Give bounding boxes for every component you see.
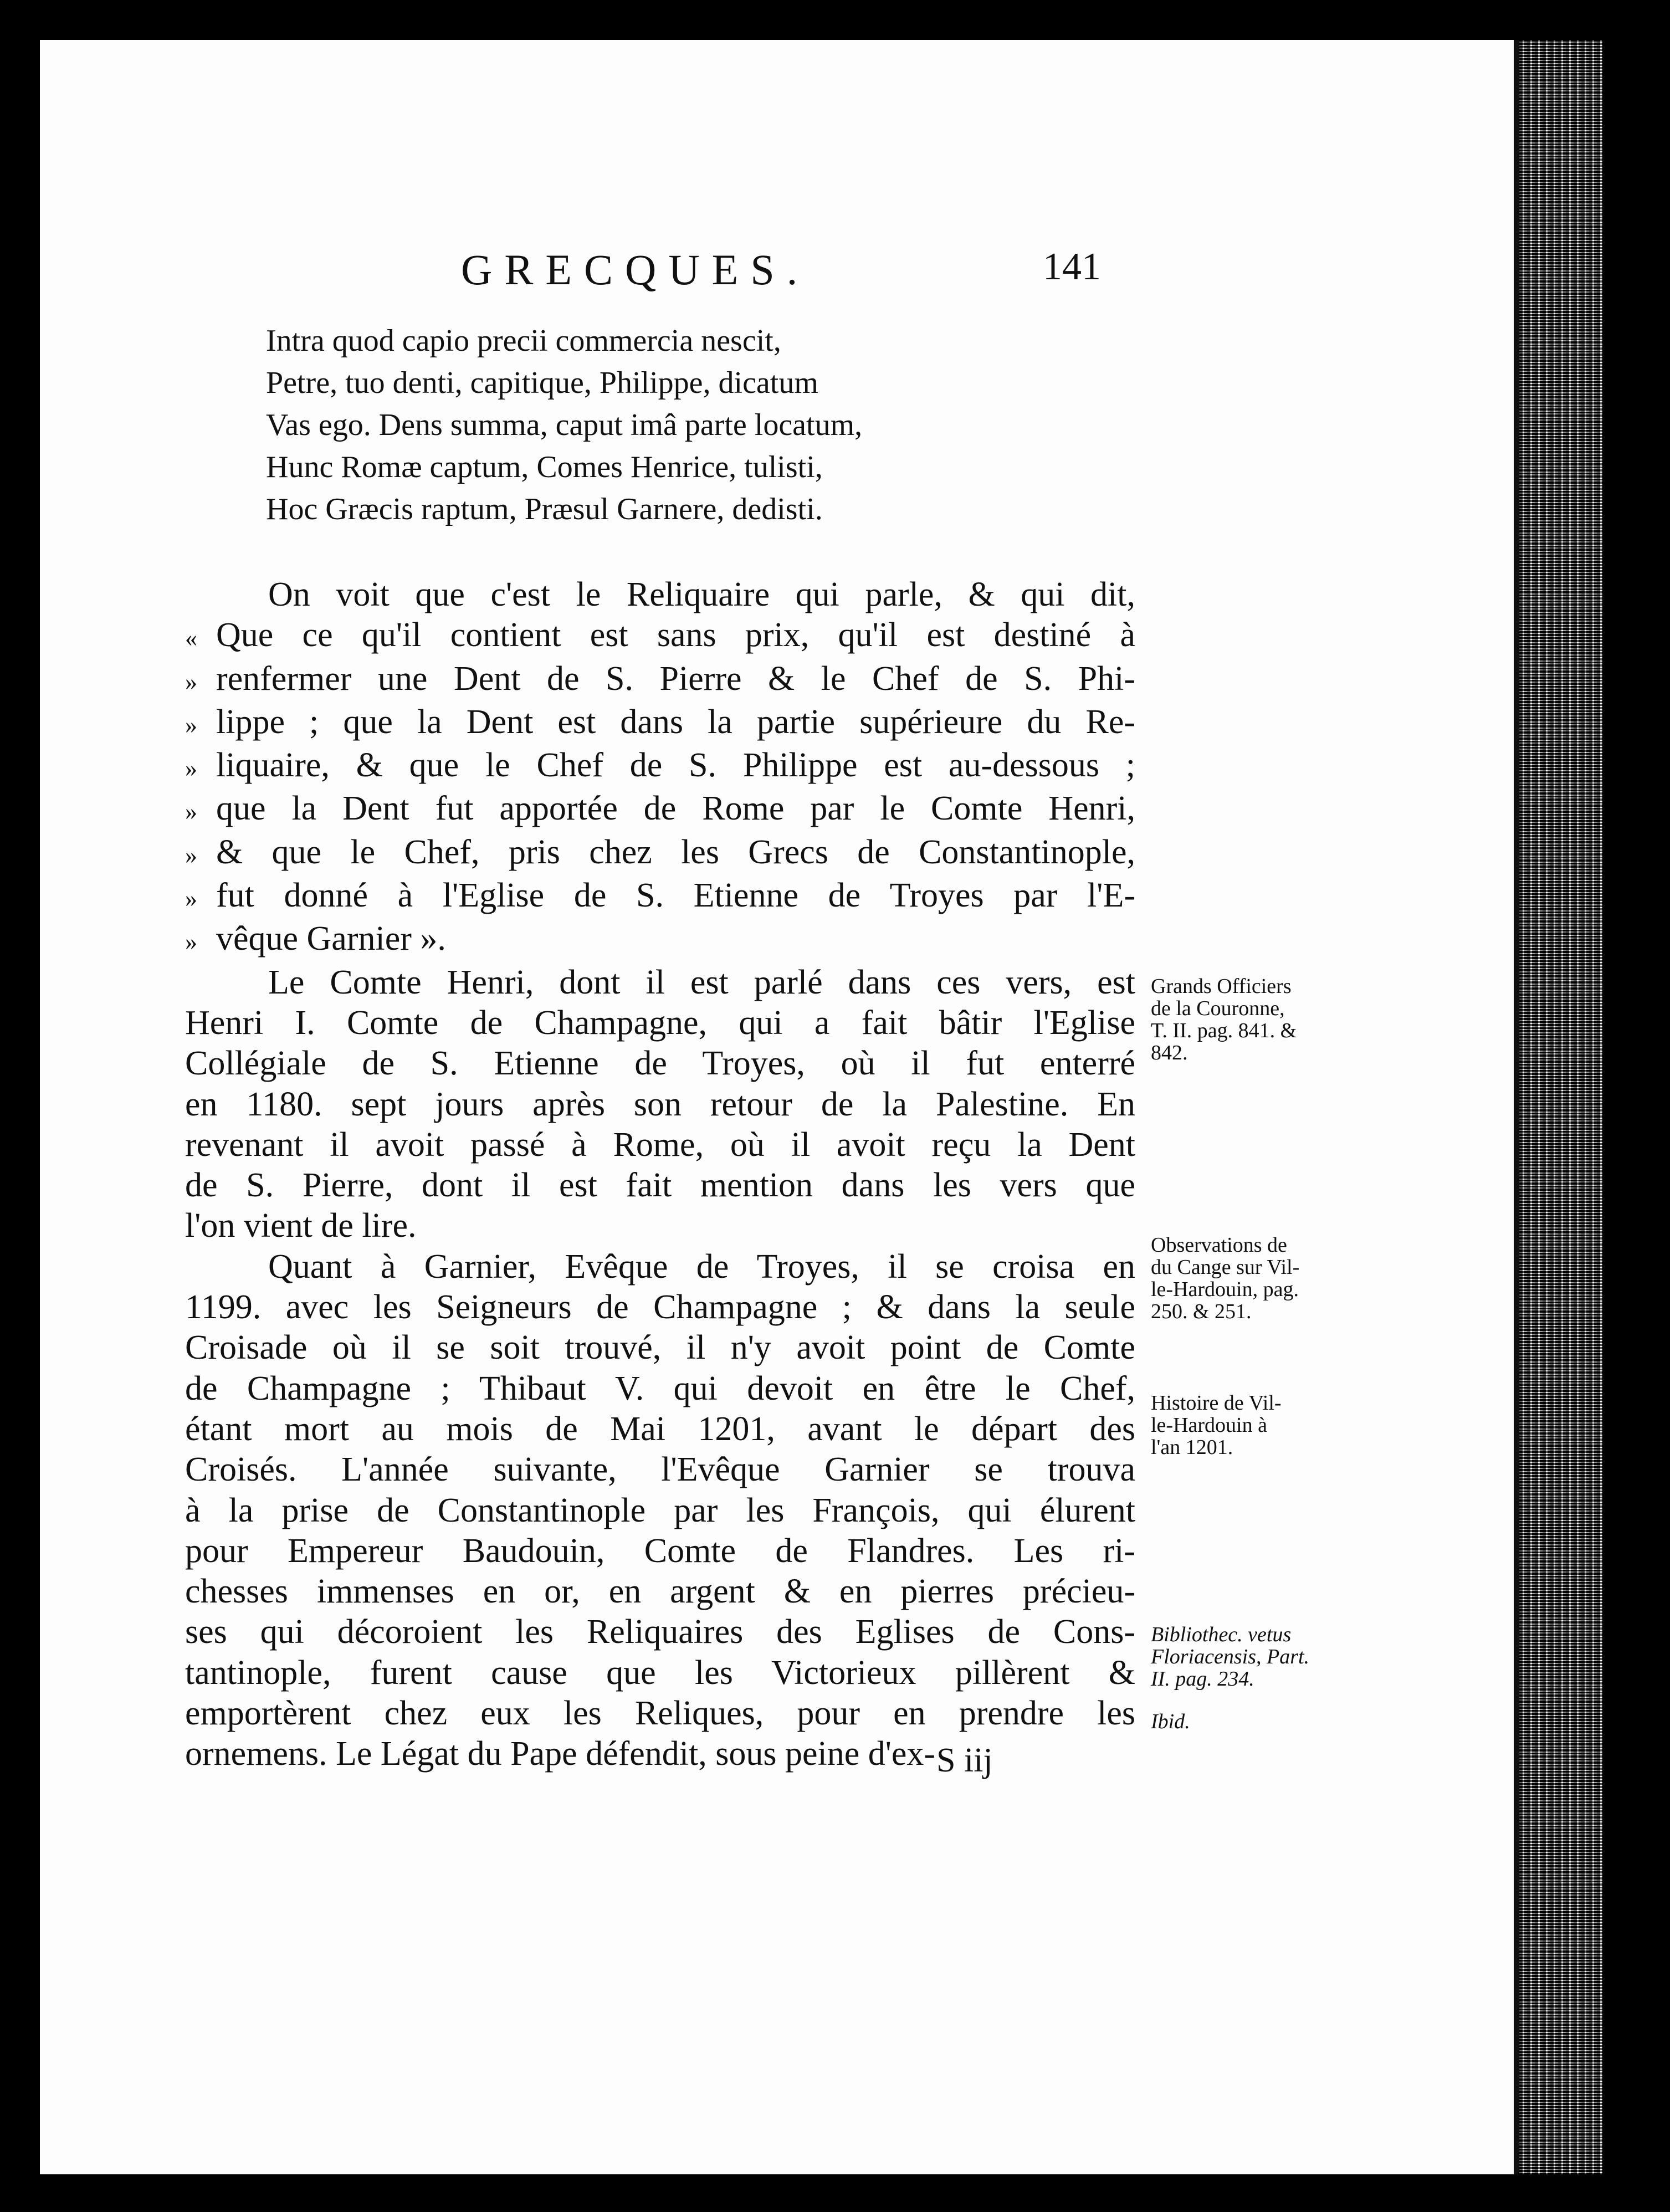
line-text: chesses immenses en or, en argent & en pierres précieu- xyxy=(185,1573,1135,1611)
text-line xyxy=(185,1043,1135,1084)
text-line xyxy=(185,919,1135,962)
text-line xyxy=(185,575,1135,615)
text-line xyxy=(185,788,1135,832)
paragraph xyxy=(185,962,1135,1247)
latin-verse xyxy=(266,320,1097,530)
text-line xyxy=(185,1165,1135,1206)
verse-line: Petre, tuo denti, capitique, Philippe, dicatum xyxy=(266,366,818,400)
text-line xyxy=(185,1531,1135,1571)
margin-note-line: de la Couronne, xyxy=(1151,997,1285,1020)
line-text: Croisade où il se soit trouvé, il n'y avoit point de Comte xyxy=(185,1329,1135,1367)
line-text: ornemens. Le Légat du Pape défendit, sous peine d'ex- xyxy=(185,1735,936,1773)
line-text: Le Comte Henri, dont il est parlé dans ces vers, est xyxy=(268,963,1135,1001)
line-text: ses qui décoroient les Reliquaires des Eglises de Cons- xyxy=(185,1613,1135,1651)
text-line xyxy=(185,1491,1135,1531)
margin-note-line: Observations de xyxy=(1151,1233,1287,1257)
line-text: en 1180. sept jours après son retour de la Palestine. En xyxy=(185,1085,1135,1123)
text-line xyxy=(185,1409,1135,1450)
line-text: renfermer une Dent de S. Pierre & le Chef de S. Phi- xyxy=(216,659,1135,698)
line-text: à la prise de Constantinople par les François, qui élurent xyxy=(185,1491,1135,1529)
text-line xyxy=(185,615,1135,658)
line-text: revenant il avoit passé à Rome, où il avoit reçu la Dent xyxy=(185,1125,1135,1164)
margin-note-line: Ibid. xyxy=(1151,1710,1190,1733)
text-line xyxy=(185,1125,1135,1165)
quote-mark: » xyxy=(185,885,197,913)
quote-mark: » xyxy=(185,841,197,869)
text-line xyxy=(185,659,1135,702)
line-text: fut donné à l'Eglise de S. Etienne de Troyes par l'E- xyxy=(216,877,1135,915)
page-edge-shadow xyxy=(1514,40,1519,2174)
text-line xyxy=(185,1612,1135,1652)
line-text: de Champagne ; Thibaut V. qui devoit en être le Chef, xyxy=(185,1369,1135,1407)
text-line xyxy=(185,1206,1135,1246)
text-line xyxy=(185,1369,1135,1409)
book-page xyxy=(40,40,1602,2174)
margin-note-line: Grands Officiers xyxy=(1151,975,1292,998)
verse-line: Intra quod capio precii commercia nescit, xyxy=(266,324,781,358)
line-text: Henri I. Comte de Champagne, qui a fait bâtir l'Eglise xyxy=(185,1003,1135,1042)
text-line xyxy=(185,1247,1135,1287)
quote-mark: « xyxy=(185,624,197,652)
margin-note-line: II. pag. 234. xyxy=(1151,1667,1254,1691)
text-line xyxy=(185,1571,1135,1612)
verse-line: Hunc Romæ captum, Comes Henrice, tulisti, xyxy=(266,450,823,484)
text-line xyxy=(185,1084,1135,1125)
margin-note-line: l'an 1201. xyxy=(1151,1436,1233,1459)
text-line xyxy=(185,745,1135,788)
binding-edge xyxy=(1519,40,1602,2174)
margin-note xyxy=(1151,1234,1361,1323)
text-line xyxy=(185,1287,1135,1328)
quote-mark: » xyxy=(185,755,197,782)
margin-note-line: Histoire de Vil- xyxy=(1151,1391,1282,1415)
verse-line: Vas ego. Dens summa, caput imâ parte locatum, xyxy=(266,408,863,442)
margin-note xyxy=(1151,1711,1361,1733)
text-line xyxy=(185,832,1135,875)
text-line xyxy=(185,962,1135,1003)
text-line xyxy=(185,1653,1135,1693)
margin-note-line: Floriacensis, Part. xyxy=(1151,1645,1310,1668)
line-text: Collégiale de S. Etienne de Troyes, où il fut enterré xyxy=(185,1044,1135,1083)
margin-note-line: le-Hardouin, pag. xyxy=(1151,1278,1299,1301)
main-text-column xyxy=(185,575,1135,1775)
line-text: 1199. avec les Seigneurs de Champagne ; & dans la seule xyxy=(185,1288,1135,1327)
line-text: & que le Chef, pris chez les Grecs de Constantinople, xyxy=(216,833,1135,871)
text-line xyxy=(185,1734,1135,1774)
quote-mark: » xyxy=(185,798,197,826)
text-line xyxy=(185,1450,1135,1490)
line-text: vêque Garnier ». xyxy=(216,920,446,958)
margin-note xyxy=(1151,975,1361,1064)
quote-mark: » xyxy=(185,711,197,739)
text-line xyxy=(185,1003,1135,1043)
text-line xyxy=(185,875,1135,919)
line-text: étant mort au mois de Mai 1201, avant le départ des xyxy=(185,1410,1135,1448)
verse-line: Hoc Græcis raptum, Præsul Garnere, dedisti. xyxy=(266,492,823,526)
text-line xyxy=(185,702,1135,745)
margin-note-line: 842. xyxy=(1151,1041,1188,1064)
quote-mark: » xyxy=(185,668,197,695)
margin-note xyxy=(1151,1392,1361,1458)
paragraph xyxy=(185,1247,1135,1775)
paragraph xyxy=(185,575,1135,962)
line-text: de S. Pierre, dont il est fait mention dans les vers que xyxy=(185,1166,1135,1205)
line-text: liquaire, & que le Chef de S. Philippe est au-dessous ; xyxy=(216,746,1135,785)
line-text: pour Empereur Baudouin, Comte de Flandres. Les ri- xyxy=(185,1532,1135,1570)
running-head xyxy=(40,245,1602,311)
margin-note-line: T. II. pag. 841. & xyxy=(1151,1019,1297,1042)
text-line xyxy=(185,1328,1135,1368)
line-text: que la Dent fut apportée de Rome par le Comte Henri, xyxy=(216,790,1135,828)
line-text: tantinople, furent cause que les Victorieux pillèrent & xyxy=(185,1653,1135,1692)
line-text: Que ce qu'il contient est sans prix, qu'il est destiné à xyxy=(216,616,1135,654)
margin-note-line: 250. & 251. xyxy=(1151,1300,1252,1323)
text-line xyxy=(185,1693,1135,1734)
margin-note xyxy=(1151,1624,1361,1690)
quote-mark: » xyxy=(185,928,197,956)
signature-mark: S iij xyxy=(936,1742,993,1779)
line-text: Quant à Garnier, Evêque de Troyes, il se croisa en xyxy=(268,1247,1135,1286)
line-text: Croisés. L'année suivante, l'Evêque Garnier se trouva xyxy=(185,1451,1135,1489)
line-text: emportèrent chez eux les Reliques, pour en prendre les xyxy=(185,1694,1135,1733)
line-text: On voit que c'est le Reliquaire qui parle, & qui dit, xyxy=(268,576,1135,613)
running-title: GRECQUES. xyxy=(461,245,810,294)
line-text: l'on vient de lire. xyxy=(185,1207,417,1245)
margin-note-line: le-Hardouin à xyxy=(1151,1414,1267,1437)
margin-note-line: Bibliothec. vetus xyxy=(1151,1623,1292,1646)
page-number: 141 xyxy=(1043,245,1101,288)
margin-note-line: du Cange sur Vil- xyxy=(1151,1256,1300,1279)
line-text: lippe ; que la Dent est dans la partie supérieure du Re- xyxy=(216,703,1135,741)
